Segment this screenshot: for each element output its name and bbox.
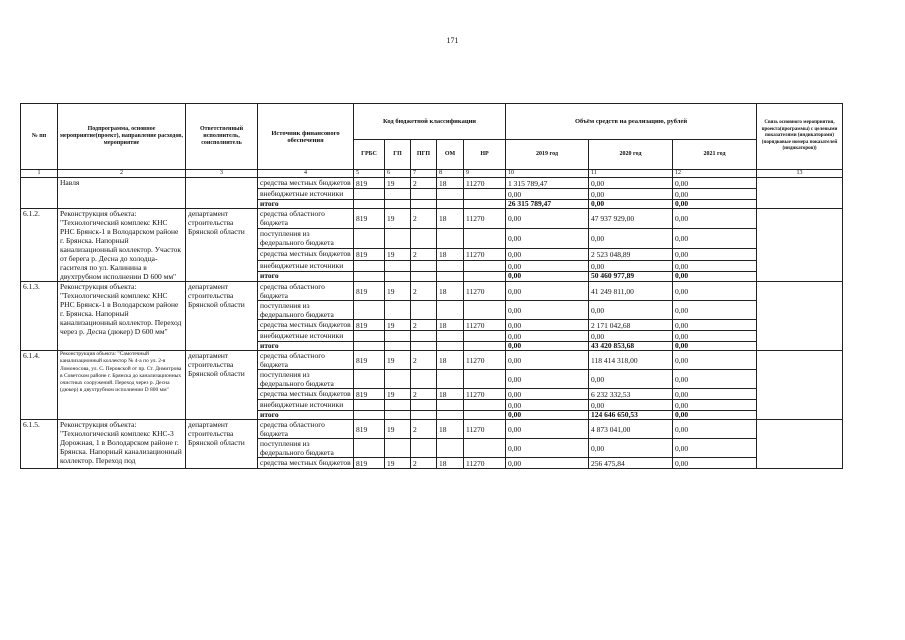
column-number: 7	[411, 170, 437, 178]
value-2019: 0,00	[506, 331, 589, 342]
table-row: 6.1.5. Реконструкция объекта: "Технологический комплекс КНС-3 Дорожная, 1 в Володарском районе г. Брянска. Напорный канализационный коллектор. Переход под департамент строительства Брянской области средства областного бюджета 819 19 2 18 11270 0,00 4 873 041,00 0,00	[21, 420, 843, 439]
value-2021: 0,00	[673, 458, 757, 469]
value-2019: 1 315 789,47	[506, 178, 589, 189]
value-2020: 0,00	[589, 229, 673, 249]
value-2019: 0,00	[506, 400, 589, 411]
source-cell: средства областного бюджета	[258, 351, 354, 370]
value-2019: 26 315 789,47	[506, 200, 589, 209]
value-2020: 124 646 650,53	[589, 411, 673, 420]
value-2021: 0,00	[673, 189, 757, 200]
source-cell: средства местных бюджетов	[258, 389, 354, 400]
value-2020: 2 523 048,89	[589, 249, 673, 261]
value-2020: 0,00	[589, 260, 673, 272]
source-cell: средства местных бюджетов	[258, 458, 354, 469]
value-2020: 0,00	[589, 189, 673, 200]
value-2020: 0,00	[589, 370, 673, 389]
table-header-row	[21, 104, 843, 140]
item-number: 6.1.3.	[21, 282, 58, 351]
source-cell: средства областного бюджета	[258, 282, 354, 301]
header-om: ОМ	[437, 140, 464, 170]
value-2019: 0,00	[506, 411, 589, 420]
value-2019: 0,00	[506, 389, 589, 400]
program-name: Навля	[58, 178, 186, 209]
header-budget-group: Код бюджетной классификации	[354, 104, 506, 140]
column-number: 2	[58, 170, 186, 178]
value-2021: 0,00	[673, 420, 757, 439]
source-cell: средства местных бюджетов	[258, 249, 354, 261]
table-row: 6.1.3. Реконструкция объекта: "Технологический комплекс КНС РНС Брянск-1 в Володарском районе г. Брянска. Напорный канализационный коллектор. Переход через р. Десна (дюкер) D 600 мм" департамент строительства Брянской области средства областного бюджета 819 19 2 18 11270 0,00 41 249 811,00 0,00	[21, 282, 843, 301]
header-responsible: Ответственный исполнитель, соисполнитель	[186, 104, 258, 170]
source-cell: поступления из федерального бюджета	[258, 229, 354, 249]
value-2021: 0,00	[673, 320, 757, 331]
value-2019: 0,00	[506, 320, 589, 331]
value-2019: 0,00	[506, 229, 589, 249]
column-number: 3	[186, 170, 258, 178]
source-cell: средства областного бюджета	[258, 209, 354, 229]
column-number: 10	[506, 170, 589, 178]
source-cell: средства местных бюджетов	[258, 320, 354, 331]
value-2021: 0,00	[673, 260, 757, 272]
value-2019: 0,00	[506, 260, 589, 272]
header-num: № пп	[21, 104, 58, 170]
column-number: 8	[437, 170, 464, 178]
value-2019: 0,00	[506, 209, 589, 229]
value-2020: 0,00	[589, 400, 673, 411]
column-number: 11	[589, 170, 673, 178]
value-2020: 0,00	[589, 301, 673, 320]
value-2021: 0,00	[673, 209, 757, 229]
value-2020: 0,00	[589, 200, 673, 209]
value-2021: 0,00	[673, 331, 757, 342]
value-2020: 41 249 811,00	[589, 282, 673, 301]
value-2020: 50 460 977,89	[589, 272, 673, 282]
source-cell: внебюджетные источники	[258, 400, 354, 411]
header-2019: 2019 год	[506, 140, 589, 170]
header-source: Источник финансового обеспечения	[258, 104, 354, 170]
value-2019: 0,00	[506, 351, 589, 370]
source-cell: средства областного бюджета	[258, 420, 354, 439]
table-row: средства местных бюджетов 819 19 2 18 11270 0,00 2 523 048,89 0,00	[21, 249, 843, 261]
program-name: Реконструкция объекта: "Технологический комплекс КНС РНС Брянск-1 в Володарском районе г. Брянска. Напорный канализационный коллектор. Участок от берега р. Десна до холодца-гасителя по ул. Калинина в двухтрубном исполнении D 600 мм"	[58, 209, 186, 282]
table-row: средства местных бюджетов 819 19 2 18 11270 0,00 6 232 332,53 0,00	[21, 389, 843, 400]
column-numbers-row	[21, 170, 843, 178]
value-2021: 0,00	[673, 229, 757, 249]
header-2020: 2020 год	[589, 140, 673, 170]
value-2021: 0,00	[673, 282, 757, 301]
column-number: 9	[464, 170, 506, 178]
header-program: Подпрограмма, основное мероприятие(проект), направление расходов, мероприятие	[58, 104, 186, 170]
value-2019: 0,00	[506, 420, 589, 439]
value-2021: 0,00	[673, 370, 757, 389]
source-cell: итого	[258, 272, 354, 282]
page-number: 171	[446, 36, 459, 45]
item-number: 6.1.4.	[21, 351, 58, 420]
value-2021: 0,00	[673, 249, 757, 261]
header-volume-group: Объём средств на реализацию, рублей	[506, 104, 757, 140]
value-2021: 0,00	[673, 342, 757, 351]
column-number: 13	[757, 170, 843, 178]
header-link: Связь основного мероприятия, проекта(программы) с целевыми показателями (индикаторами) (порядковые номера показателей (индикаторов))	[757, 104, 843, 170]
source-cell: внебюджетные источники	[258, 189, 354, 200]
value-2021: 0,00	[673, 411, 757, 420]
column-number: 6	[385, 170, 411, 178]
responsible: департамент строительства Брянской области	[186, 209, 258, 282]
value-2019: 0,00	[506, 439, 589, 458]
value-2019: 0,00	[506, 458, 589, 469]
value-2020: 43 420 853,68	[589, 342, 673, 351]
value-2019: 0,00	[506, 282, 589, 301]
header-nr: НР	[464, 140, 506, 170]
column-number: 12	[673, 170, 757, 178]
value-2021: 0,00	[673, 178, 757, 189]
value-2021: 0,00	[673, 400, 757, 411]
table-row: 6.1.4. Реконструкция объекта: "Самотечный канализационный коллектор № 4-а по ул. 2-я Ломоносова, ул. С. Перовской от пр. Ст. Димитрова в Советском районе г. Брянска до канализационных очистных сооружений. Переход через р. Десна (дюкер) в двухтрубном исполнении D 800 мм" департамент строительства Брянской области средства областного бюджета 819 19 2 18 11270 0,00 118 414 318,00 0,00	[21, 351, 843, 370]
header-2021: 2021 год	[673, 140, 757, 170]
program-name: Реконструкция объекта: "Самотечный канализационный коллектор № 4-а по ул. 2-я Ломоносова, ул. С. Перовской от пр. Ст. Димитрова в Советском районе г. Брянска до канализационных очистных сооружений. Переход через р. Десна (дюкер) в двухтрубном исполнении D 800 мм"	[58, 351, 186, 420]
value-2019: 0,00	[506, 272, 589, 282]
value-2020: 256 475,84	[589, 458, 673, 469]
value-2020: 0,00	[589, 439, 673, 458]
header-grbs: ГРБС	[354, 140, 385, 170]
table-row: средства местных бюджетов 819 19 2 18 11270 0,00 2 171 042,68 0,00	[21, 320, 843, 331]
value-2020: 6 232 332,53	[589, 389, 673, 400]
responsible: департамент строительства Брянской области	[186, 282, 258, 351]
value-2020: 118 414 318,00	[589, 351, 673, 370]
value-2020: 4 873 041,00	[589, 420, 673, 439]
source-cell: поступления из федерального бюджета	[258, 370, 354, 389]
program-name: Реконструкция объекта: "Технологический комплекс КНС РНС Брянск-1 в Володарском районе г. Брянска. Напорный канализационный коллектор. Переход через р. Десна (дюкер) D 600 мм"	[58, 282, 186, 351]
source-cell: внебюджетные источники	[258, 260, 354, 272]
responsible: департамент строительства Брянской области	[186, 420, 258, 469]
source-cell: внебюджетные источники	[258, 331, 354, 342]
source-cell: итого	[258, 342, 354, 351]
value-2020: 0,00	[589, 178, 673, 189]
source-cell: итого	[258, 411, 354, 420]
header-gp: ГП	[385, 140, 411, 170]
value-2021: 0,00	[673, 301, 757, 320]
column-number: 5	[354, 170, 385, 178]
header-pgp: ПГП	[411, 140, 437, 170]
value-2021: 0,00	[673, 200, 757, 209]
budget-table	[20, 103, 843, 469]
column-number: 4	[258, 170, 354, 178]
source-cell: итого	[258, 200, 354, 209]
item-number: 6.1.5.	[21, 420, 58, 469]
value-2021: 0,00	[673, 351, 757, 370]
value-2021: 0,00	[673, 272, 757, 282]
source-cell: поступления из федерального бюджета	[258, 301, 354, 320]
value-2021: 0,00	[673, 389, 757, 400]
program-name: Реконструкция объекта: "Технологический комплекс КНС-3 Дорожная, 1 в Володарском районе г. Брянска. Напорный канализационный коллектор. Переход под	[58, 420, 186, 469]
value-2020: 47 937 929,00	[589, 209, 673, 229]
table-row: 6.1.2. Реконструкция объекта: "Технологический комплекс КНС РНС Брянск-1 в Володарском районе г. Брянска. Напорный канализационный коллектор. Участок от берега р. Десна до холодца-гасителя по ул. Калинина в двухтрубном исполнении D 600 мм" департамент строительства Брянской области средства областного бюджета 819 19 2 18 11270 0,00 47 937 929,00 0,00	[21, 209, 843, 229]
value-2019: 0,00	[506, 189, 589, 200]
source-cell: поступления из федерального бюджета	[258, 439, 354, 458]
value-2019: 0,00	[506, 249, 589, 261]
value-2019: 0,00	[506, 342, 589, 351]
source-cell: средства местных бюджетов	[258, 178, 354, 189]
item-number: 6.1.2.	[21, 209, 58, 282]
responsible: департамент строительства Брянской области	[186, 351, 258, 420]
table-row: средства местных бюджетов 819 19 2 18 11270 0,00 256 475,84 0,00	[21, 458, 843, 469]
value-2021: 0,00	[673, 439, 757, 458]
value-2020: 0,00	[589, 331, 673, 342]
value-2019: 0,00	[506, 370, 589, 389]
column-number: 1	[21, 170, 58, 178]
table-row: Навля средства местных бюджетов 819 19 2 18 11270 1 315 789,47 0,00 0,00	[21, 178, 843, 189]
value-2020: 2 171 042,68	[589, 320, 673, 331]
value-2019: 0,00	[506, 301, 589, 320]
